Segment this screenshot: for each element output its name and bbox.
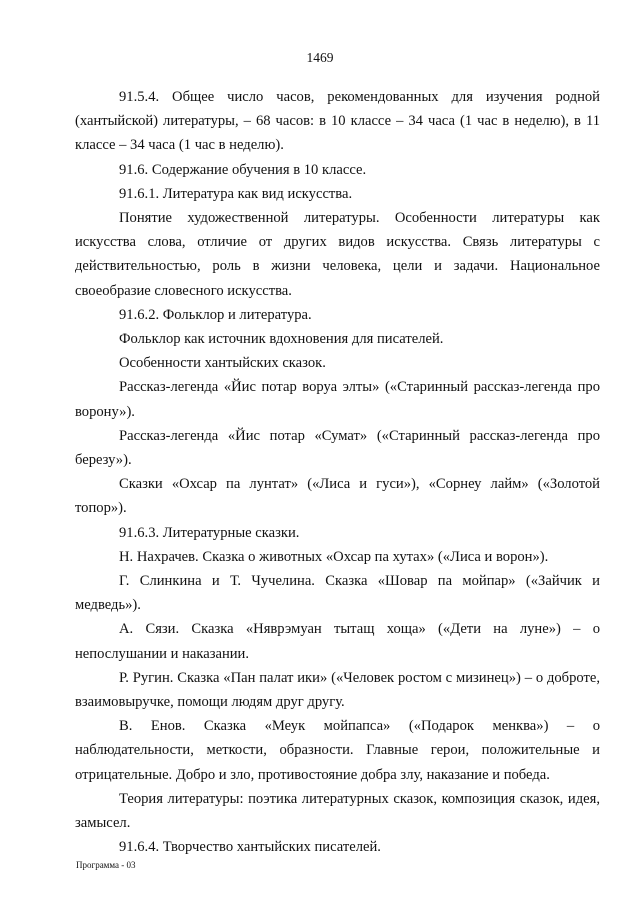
paragraph-legend-birch: Рассказ-легенда «Йис потар «Сумат» («Старинный рассказ-легенда про березу»). [75,427,600,469]
paragraph-rugin: Р. Ругин. Сказка «Пан палат ики» («Человек ростом с мизинец») – о доброте, взаимовыручке, помощи людям друг другу. [75,669,600,711]
paragraph-folklore-inspiration: Фольклор как источник вдохновения для писателей. [119,331,444,348]
paragraph-tales-fox-geese: Сказки «Охсар па лунтат» («Лиса и гуси»), «Сорнеу лайм» («Золотой топор»). [75,476,600,517]
paragraph-syazi: А. Сязи. Сказка «Няврэмуан тытащ хоща» («Дети на луне») – о непослушании и наказании. [75,621,600,662]
paragraph-subheading-folklore: 91.6.2. Фольклор и литература. [119,306,312,323]
paragraph-subheading-literary-tales: 91.6.3. Литературные сказки. [119,524,300,541]
paragraph-literature-concept: Понятие художественной литературы. Особенности литературы как искусства слова, отличие от других видов искусства. Связь литературы с действительностью, роль в жизни человека, цели и задачи. Национальное своеобразие словесного искусства. [75,210,600,299]
body-text [75,85,600,860]
paragraph-section-heading: 91.6. Содержание обучения в 10 классе. [119,161,367,178]
paragraph-literary-theory: Теория литературы: поэтика литературных сказок, композиция сказок, идея, замысел. [75,790,600,832]
paragraph-khanty-tales: Особенности хантыйских сказок. [119,355,326,372]
paragraph-hours-total: 91.5.4. Общее число часов, рекомендованных для изучения родной (хантыйской) литературы, – 68 часов: в 10 классе – 34 часа (1 час в неделю), в 11 классе – 34 часа (1 час в неделю). [75,89,600,154]
page-number: 1469 [306,50,334,65]
paragraph-enov: В. Енов. Сказка «Меук мойпапса» («Подарок менква») – о наблюдательности, меткости, образности. Главные герои, положительные и отрицательные. Добро и зло, противостояние добра злу, наказание и победа. [75,718,600,783]
footer-label: Программа - 03 [76,860,136,870]
paragraph-nakhrachev: Н. Нахрачев. Сказка о животных «Охсар па хутах» («Лиса и ворон»). [119,548,549,565]
paragraph-slinkina: Г. Слинкина и Т. Чучелина. Сказка «Шовар па мойпар» («Зайчик и медведь»). [75,573,600,614]
paragraph-subheading-art: 91.6.1. Литература как вид искусства. [119,185,353,202]
paragraph-subheading-writers: 91.6.4. Творчество хантыйских писателей. [119,839,381,856]
paragraph-legend-crow: Рассказ-легенда «Йис потар воруа элты» («Старинный рассказ-легенда про ворону»). [75,379,600,420]
